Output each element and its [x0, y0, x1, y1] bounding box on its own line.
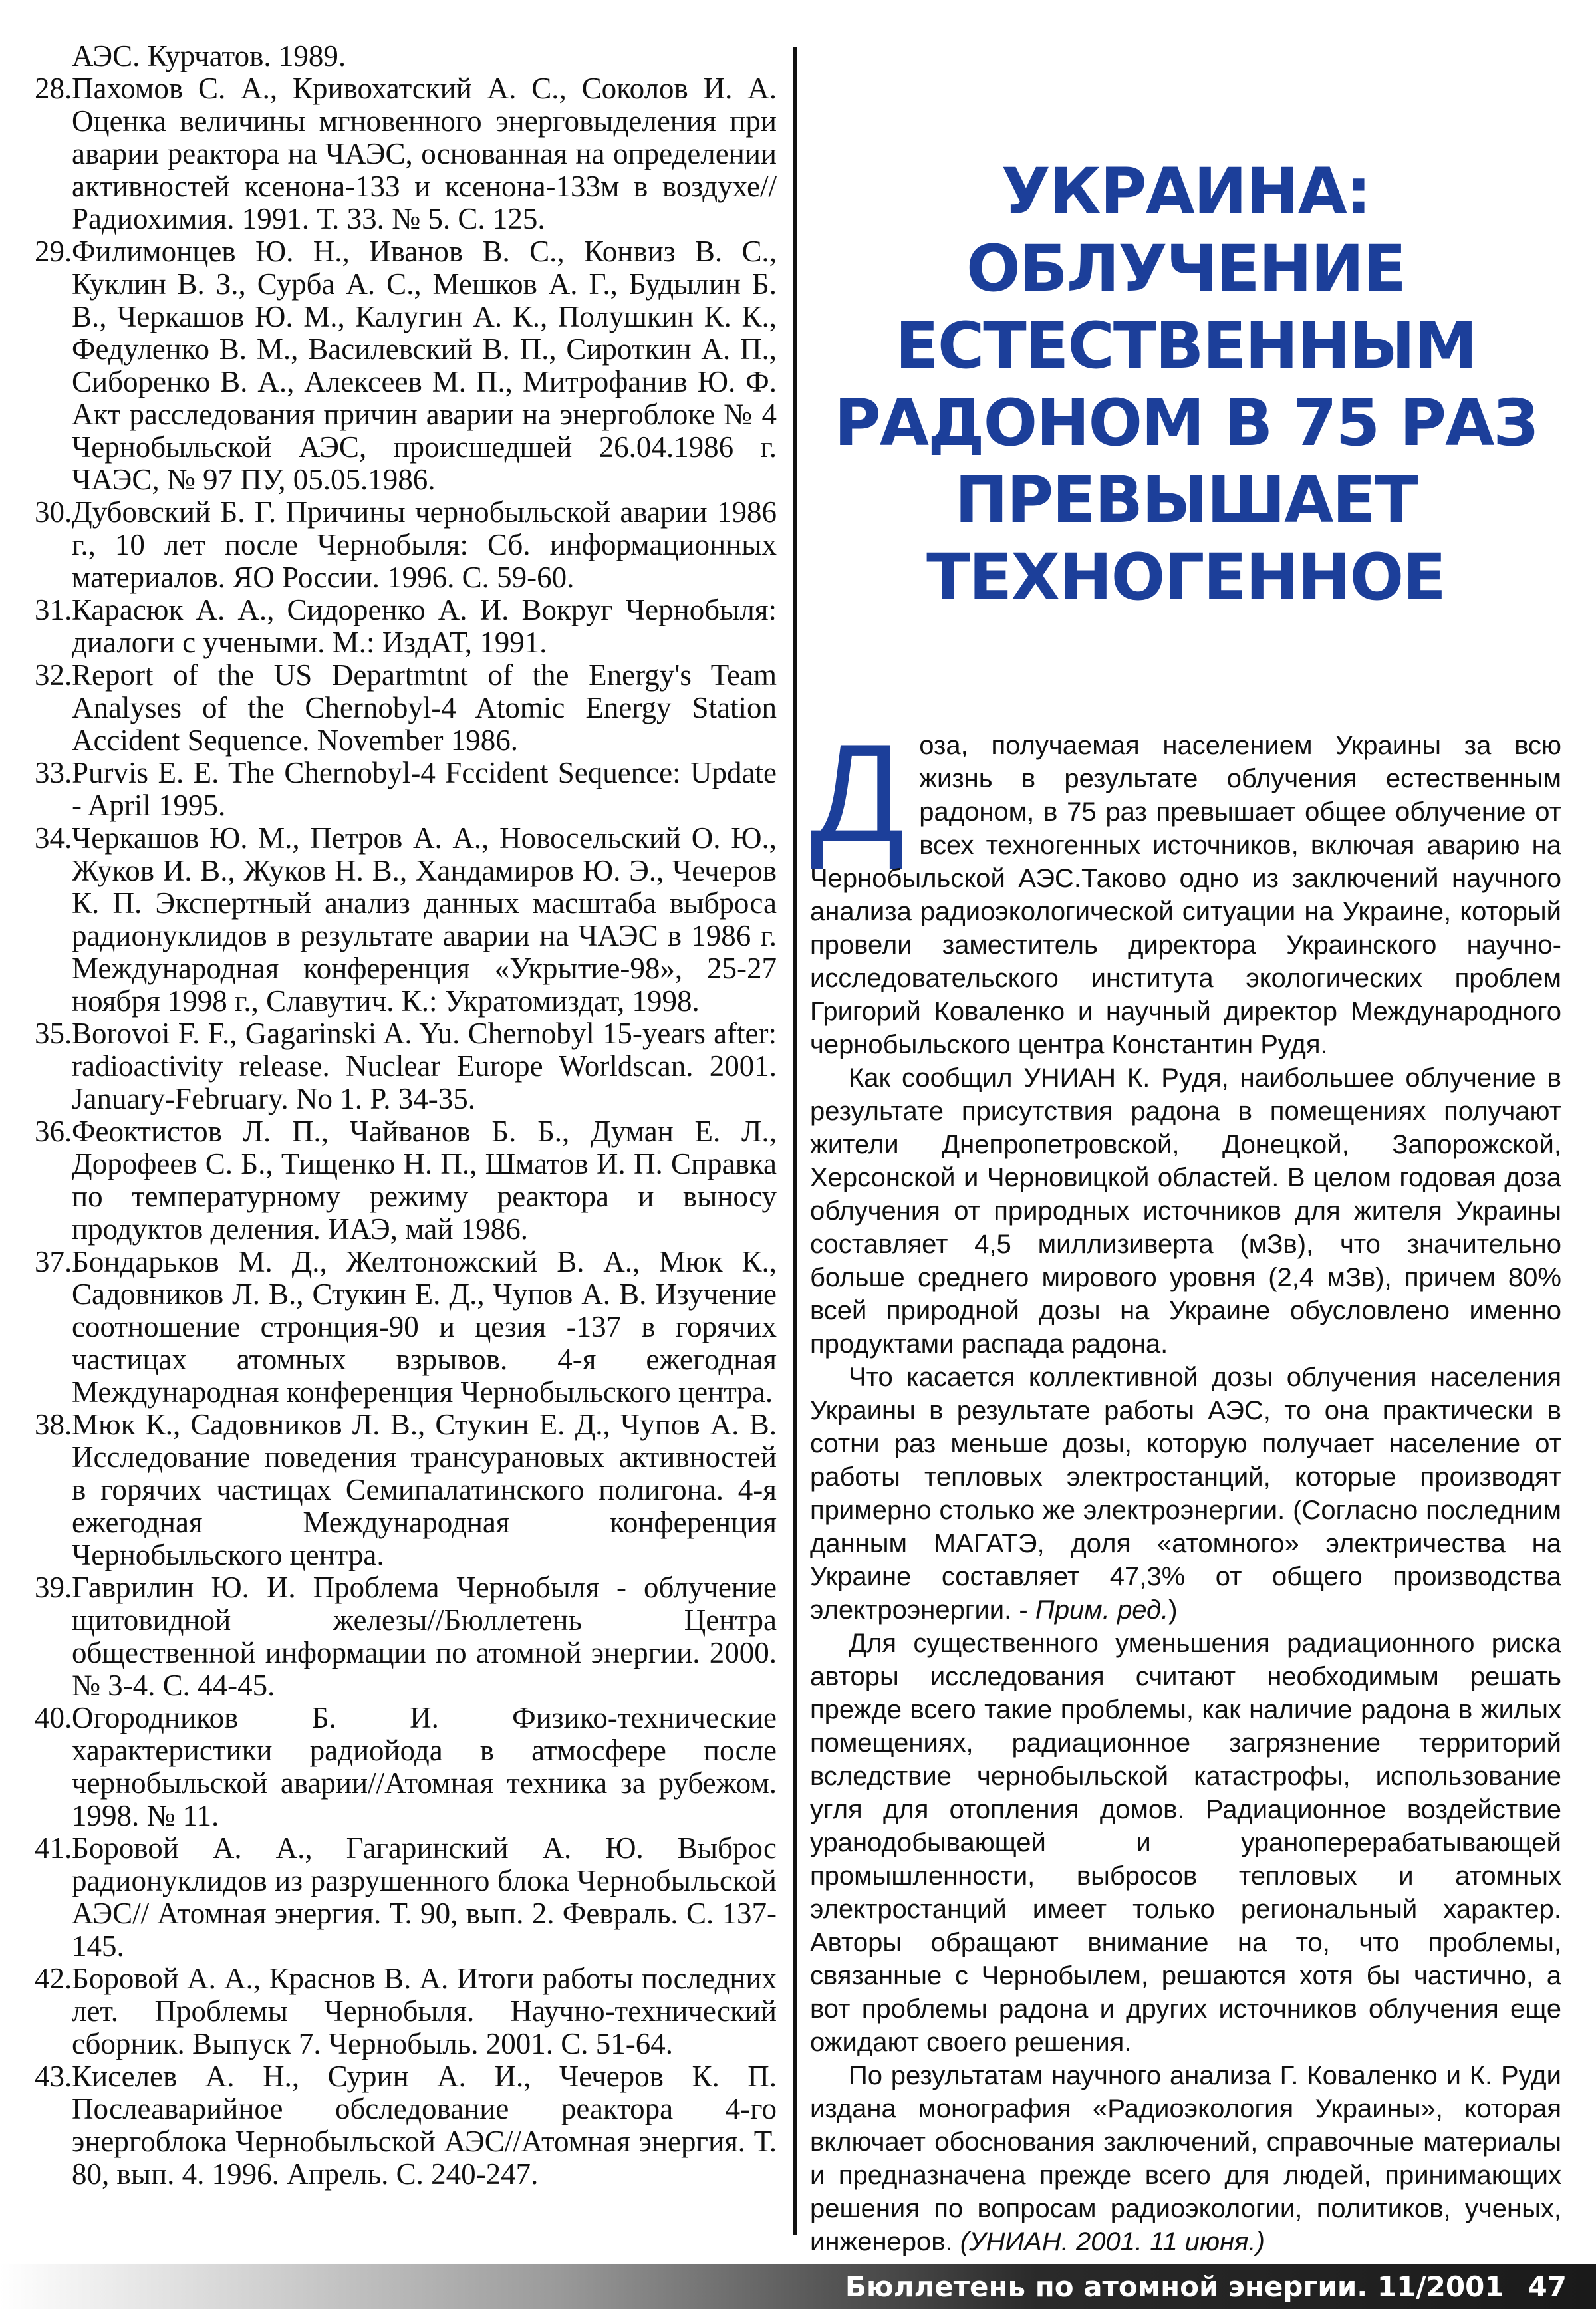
- headline-line: УКРАИНА: ОБЛУЧЕНИЕ: [966, 154, 1405, 306]
- reference-number: 39.: [35, 1571, 72, 1604]
- article-paragraph: [810, 2059, 1561, 2258]
- reference-text: Borovoi F. F., Gagarinski A. Yu. Chernobyl 15-years after: radioactivity release. Nuclear Europe Worldscan. 2001. January-February. No 1. P. 34-35.: [72, 1017, 777, 1115]
- reference-text: Бондарьков М. Д., Желтоножский В. А., Мюк К., Садовников Л. В., Стукин Е. Д., Чупов А. В. Изучение соотношение стронция-90 и цезия -137 в горячих частицах атомных взрывов. 4-я ежегодная Международная конференция Чернобыльского центра.: [72, 1245, 777, 1409]
- reference-number: 42.: [35, 1962, 72, 1995]
- article-paragraph: Как сообщил УНИАН К. Рудя, наибольшее облучение в результате присутствия радона в помещениях получают жители Днепропетровской, Донецкой, Запорожской, Херсонской и Черновицкой областей. В целом годовая доза облучения от природных источников для жителя Украины составляет 4,5 миллизиверта (мЗв), что значительно больше среднего мирового уровня (2,4 мЗв), причем 80% всей природной дозы на Украине обусловлено именно продуктами распада радона.: [810, 1063, 1561, 1359]
- reference-item: [35, 1963, 777, 2060]
- reference-item: [35, 235, 777, 496]
- article-lead-paragraph: [810, 715, 1561, 1061]
- reference-number: 31.: [35, 593, 72, 626]
- reference-number: 36.: [35, 1115, 72, 1148]
- article-body: [810, 715, 1561, 2258]
- page-footer: [0, 2253, 1596, 2309]
- reference-number: 30.: [35, 495, 72, 529]
- reference-item: [35, 1115, 777, 1246]
- drop-cap: Д: [810, 715, 905, 871]
- reference-text: Феоктистов Л. П., Чайванов Б. Б., Думан Е. Л., Дорофеев С. Б., Тищенко Н. П., Шматов И. П. Справка по температурному режиму реактора и выносу продуктов деления. ИАЭ, май 1986.: [72, 1115, 777, 1246]
- reference-item: [35, 659, 777, 757]
- reference-text: Боровой А. А., Гагаринский А. Ю. Выброс радионуклидов из разрушенного блока Чернобыльской АЭС// Атомная энергия. Т. 90, вып. 2. Февраль. С. 137-145.: [72, 1832, 777, 1963]
- reference-text: Карасюк А. А., Сидоренко А. И. Вокруг Чернобыля: диалоги с учеными. М.: ИздАТ, 1991.: [72, 593, 777, 659]
- reference-text: Филимонцев Ю. Н., Иванов В. С., Конвиз В. С., Куклин В. З., Сурба А. С., Мешков А. Г., Будылин Б. В., Черкашов Ю. М., Калугин А. К., Полушкин К. К., Федуленко В. М., Василевский В. П., Сироткин А. П., Сиборенко В. А., Алексеев М. П., Митрофанив Ю. Ф. Акт расследования причин аварии на энергоблоке № 4 Чернобыльской АЭС, происшедшей 26.04.1986 г. ЧАЭС, № 97 ПУ, 05.05.1986.: [72, 235, 777, 496]
- reference-item: [35, 496, 777, 594]
- reference-text: Мюк К., Садовников Л. В., Стукин Е. Д., Чупов А. В. Исследование поведения трансурановых активностей в горячих частицах Семипалатинского полигона. 4-я ежегодная Международная конференция Чернобыльского центра.: [72, 1408, 777, 1571]
- editor-note: Прим. ред.: [1035, 1595, 1169, 1625]
- editor-note-close: ): [1168, 1595, 1178, 1625]
- headline-line: ПРЕВЫШАЕТ: [954, 463, 1417, 537]
- article-source: (УНИАН. 2001. 11 июня.): [960, 2227, 1265, 2256]
- reference-number: 33.: [35, 756, 72, 789]
- reference-item: [35, 822, 777, 1018]
- reference-text: Гаврилин Ю. И. Проблема Чернобыля - облучение щитовидной железы//Бюллетень Центра общественной информации по атомной энергии. 2000. № 3-4. С. 44-45.: [72, 1571, 777, 1702]
- headline-line: ЕСТЕСТВЕННЫМ: [895, 309, 1476, 383]
- reference-item: [35, 1409, 777, 1571]
- reference-text: Огородников Б. И. Физико-технические характеристики радиойода в атмосфере после чернобыльской аварии//Атомная техника за рубежом. 1998. № 11.: [72, 1701, 777, 1832]
- reference-item: [35, 72, 777, 235]
- reference-continuation: АЭС. Курчатов. 1989.: [72, 39, 346, 72]
- journal-title: Бюллетень по атомной энергии. 11/2001: [845, 2270, 1504, 2303]
- reference-number: 43.: [35, 2060, 72, 2093]
- reference-item: [35, 1702, 777, 1832]
- reference-number: 40.: [35, 1701, 72, 1734]
- article-paragraph: Для существенного уменьшения радиационного риска авторы исследования считают необходимым решать прежде всего такие проблемы, как наличие радона в жилых помещениях, радиационное загрязнение территорий вследствие чернобыльской катастрофы, использование угля для отопления домов. Радиационное воздействие уранодобывающей и ураноперерабатывающей промышленности, выбросов тепловых и атомных электростанций имеет только региональный характер. Авторы обращают внимание на то, что проблемы, связанные с Чернобылем, решаются хотя бы частично, а вот проблемы радона и других источников облучения еще ожидают своего решения.: [810, 1629, 1561, 2057]
- headline-line: РАДОНОМ В 75 РАЗ: [834, 386, 1537, 460]
- reference-number: 29.: [35, 235, 72, 268]
- headline-line: ТЕХНОГЕННОЕ: [926, 540, 1445, 614]
- reference-text: Purvis E. E. The Chernobyl-4 Fccident Sequence: Update - April 1995.: [72, 756, 777, 822]
- page-number: 47: [1528, 2270, 1567, 2303]
- reference-item: [35, 1246, 777, 1409]
- column-divider: [793, 47, 797, 2235]
- reference-number: 41.: [35, 1832, 72, 1865]
- reference-number: 38.: [35, 1408, 72, 1441]
- references-column: [35, 40, 777, 2228]
- reference-item: [35, 1832, 777, 1963]
- reference-number: 35.: [35, 1017, 72, 1050]
- reference-item: [35, 757, 777, 822]
- reference-item: [35, 1571, 777, 1702]
- reference-text: Report of the US Departmtnt of the Energy's Team Analyses of the Chernobyl-4 Atomic Energy Station Accident Sequence. November 1986.: [72, 658, 777, 757]
- references-list: [35, 72, 777, 2191]
- footer-text: [845, 2269, 1567, 2305]
- article-headline: [810, 153, 1561, 616]
- reference-text: Боровой А. А., Краснов В. А. Итоги работы последних лет. Проблемы Чернобыля. Научно-технический сборник. Выпуск 7. Чернобыль. 2001. С. 51-64.: [72, 1962, 777, 2060]
- reference-number: 37.: [35, 1245, 72, 1278]
- reference-text: Пахомов С. А., Кривохатский А. С., Соколов И. А. Оценка величины мгновенного энерговыделения при аварии реактора на ЧАЭС, основанная на определении активностей ксенона-133 и ксенона-133м в воздухе//Радиохимия. 1991. Т. 33. № 5. С. 125.: [72, 72, 777, 235]
- reference-text: Киселев А. Н., Сурин А. И., Чечеров К. П. Послеаварийное обследование реактора 4-го энергоблока Чернобыльской АЭС//Атомная энергия. Т. 80, вып. 4. 1996. Апрель. С. 240-247.: [72, 2060, 777, 2191]
- reference-item: [35, 594, 777, 659]
- paragraph-text: Что касается коллективной дозы облучения населения Украины в результате работы АЭС, то она практически в сотни раз меньше дозы, которую получает население от работы тепловых электростанций, которые производят примерно столько же электроэнергии. (Согласно последним данным МАГАТЭ, доля «атомного» электричества на Украине составляет 47,3% от общего производства электроэнергии. -: [810, 1363, 1561, 1625]
- reference-text: Черкашов Ю. М., Петров А. А., Новосельский О. Ю., Жуков И. В., Жуков Н. В., Хандамиров Ю. Э., Чечеров К. П. Экспертный анализ данных масштаба выброса радионуклидов в результате аварии на ЧАЭС в 1986 г. Международная конференция «Укрытие-98», 25-27 ноября 1998 г., Славутич. К.: Укратомиздат, 1998.: [72, 821, 777, 1018]
- lead-text: оза, получаемая населением Украины за всю жизнь в результате облучения естественным радоном, в 75 раз превышает общее облучение от всех техногенных источников, включая аварию на Чернобыльской АЭС.Таково одно из заключений научного анализа радиоэкологической ситуации на Украине, который провели заместитель директора Украинского научно-исследовательского института экологических проблем Григорий Коваленко и научный директор Международного чернобыльского центра Константин Рудя.: [810, 731, 1561, 1059]
- reference-number: 34.: [35, 821, 72, 855]
- article-paragraph: [810, 1361, 1561, 1627]
- reference-item: [35, 2060, 777, 2191]
- reference-text: Дубовский Б. Г. Причины чернобыльской аварии 1986 г., 10 лет после Чернобыля: Сб. информационных материалов. ЯО России. 1996. С. 59-60.: [72, 495, 777, 594]
- reference-item: [35, 1018, 777, 1115]
- reference-number: 28.: [35, 72, 72, 105]
- paragraph-text: По результатам научного анализа Г. Коваленко и К. Руди издана монография «Радиоэкология Украины», которая включает обоснования заключений, справочные материалы и предназначена прежде всего для людей, принимающих решения по вопросам радиоэкологии, политиков, ученых, инженеров.: [810, 2061, 1561, 2256]
- reference-number: 32.: [35, 658, 72, 692]
- article-column: [810, 153, 1561, 2258]
